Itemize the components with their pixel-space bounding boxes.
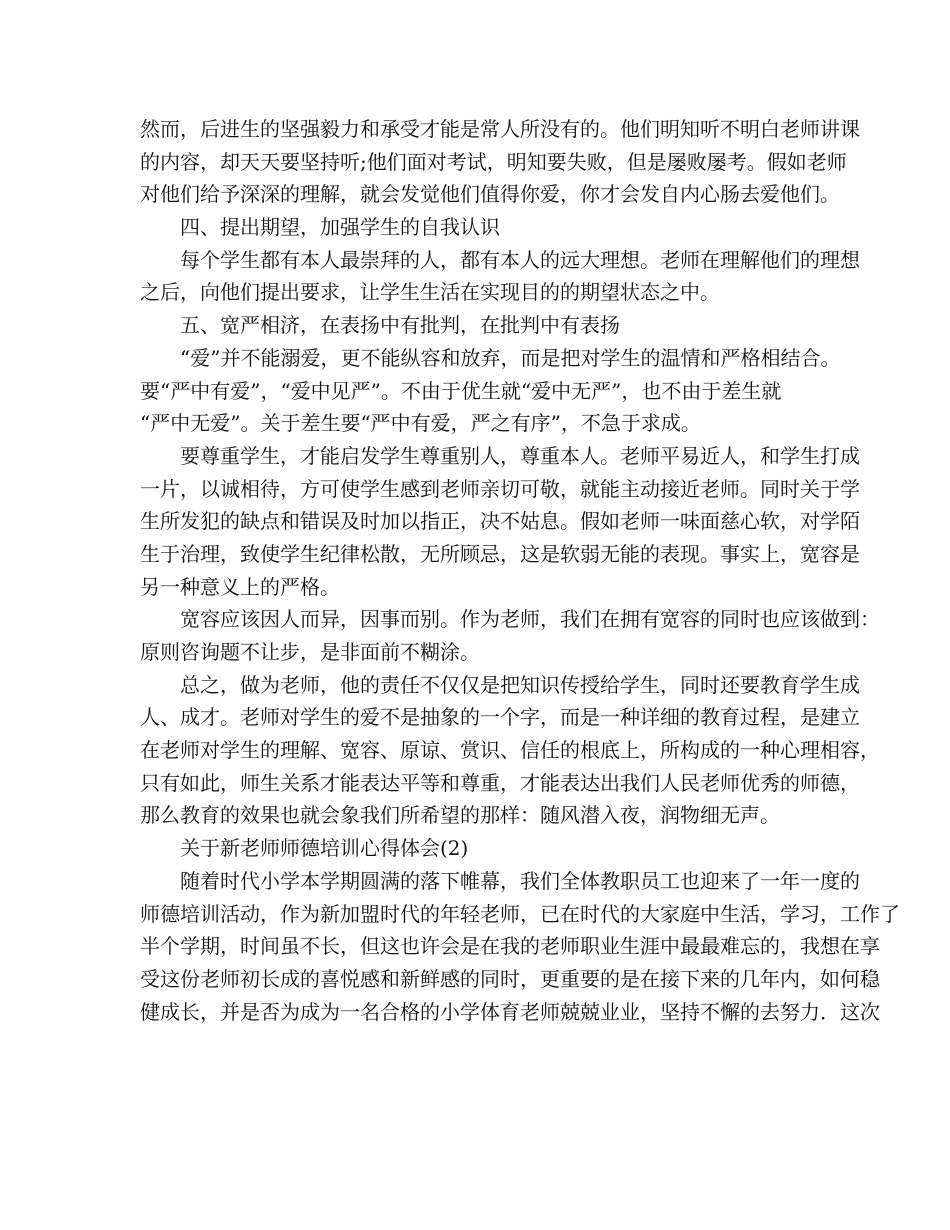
paragraph-first-line: 要尊重学生，才能启发学生尊重别人，尊重本人。老师平易近人，和学生打成 xyxy=(180,443,860,468)
text-line: 只有如此，师生关系才能表达平等和尊重，才能表达出我们人民老师优秀的师德， xyxy=(140,770,860,795)
text-line: 一片，以诚相待，方可使学生感到老师亲切可敬，就能主动接近老师。同时关于学 xyxy=(140,476,860,501)
paragraph-first-line: “爱”并不能溺爱，更不能纵容和放弃，而是把对学生的温情和严格相结合。 xyxy=(180,345,841,370)
paragraph-first-line: 宽容应该因人而异，因事而别。作为老师，我们在拥有宽容的同时也应该做到： xyxy=(180,607,880,632)
text-line: 之后，向他们提出要求，让学生生活在实现目的的期望状态之中。 xyxy=(140,280,720,305)
text-line: 生所发犯的缺点和错误及时加以指正，决不姑息。假如老师一味面慈心软，对学陌 xyxy=(140,509,860,534)
text-line: 半个学期，时间虽不长，但这也许会是在我的老师职业生涯中最最难忘的，我想在享 xyxy=(140,934,880,959)
text-line: 要“严中有爱”，“爱中见严”。不由于优生就“爱中无严”，也不由于差生就 xyxy=(140,378,782,403)
section-title: 关于新老师师德培训心得体会(2) xyxy=(180,836,469,861)
text-line: 受这份老师初长成的喜悦感和新鲜感的同时，更重要的是在接下来的几年内，如何稳 xyxy=(140,966,880,991)
text-line: 然而，后进生的坚强毅力和承受才能是常人所没有的。他们明知听不明白老师讲课 xyxy=(140,117,860,141)
text-line: 师德培训活动，作为新加盟时代的年轻老师，已在时代的大家庭中生活，学习，工作了 xyxy=(140,901,900,926)
text-line: 另一种意义上的严格。 xyxy=(140,574,340,599)
text-line: 原则咨询题不让步，是非面前不糊涂。 xyxy=(140,640,480,664)
section-heading: 四、提出期望，加强学生的自我认识 xyxy=(180,215,500,240)
text-line: “严中无爱”。关于差生要“严中有爱，严之有序”，不急于求成。 xyxy=(140,411,701,436)
text-line: 的内容，却天天要坚持听;他们面对考试，明知要失败，但是屡败屡考。假如老师 xyxy=(140,149,847,174)
text-line: 在老师对学生的理解、宽容、原谅、赏识、信任的根底上，所构成的一种心理相容， xyxy=(140,738,880,763)
paragraph-first-line: 每个学生都有本人最崇拜的人，都有本人的远大理想。老师在理解他们的理想 xyxy=(180,247,860,272)
section-heading: 五、宽严相济，在表扬中有批判，在批判中有表扬 xyxy=(180,313,620,338)
text-line: 生于治理，致使学生纪律松散，无所顾忌，这是软弱无能的表现。事实上，宽容是 xyxy=(140,541,860,566)
paragraph-first-line: 总之，做为老师，他的责任不仅仅是把知识传授给学生，同时还要教育学生成 xyxy=(180,672,860,697)
paragraph-first-line: 随着时代小学本学期圆满的落下帷幕，我们全体教职员工也迎来了一年一度的 xyxy=(180,868,860,893)
text-line: 人、成才。老师对学生的爱不是抽象的一个字，而是一种详细的教育过程，是建立 xyxy=(140,705,860,730)
document-body xyxy=(140,113,900,1028)
text-line: 那么教育的效果也就会象我们所希望的那样：随风潜入夜，润物细无声。 xyxy=(140,803,780,828)
text-line: 健成长，并是否为成为一名合格的小学体育老师兢兢业业，坚持不懈的去努力．这次 xyxy=(140,999,880,1024)
text-line: 对他们给予深深的理解，就会发觉他们值得你爱，你才会发自内心肠去爱他们。 xyxy=(140,182,840,207)
